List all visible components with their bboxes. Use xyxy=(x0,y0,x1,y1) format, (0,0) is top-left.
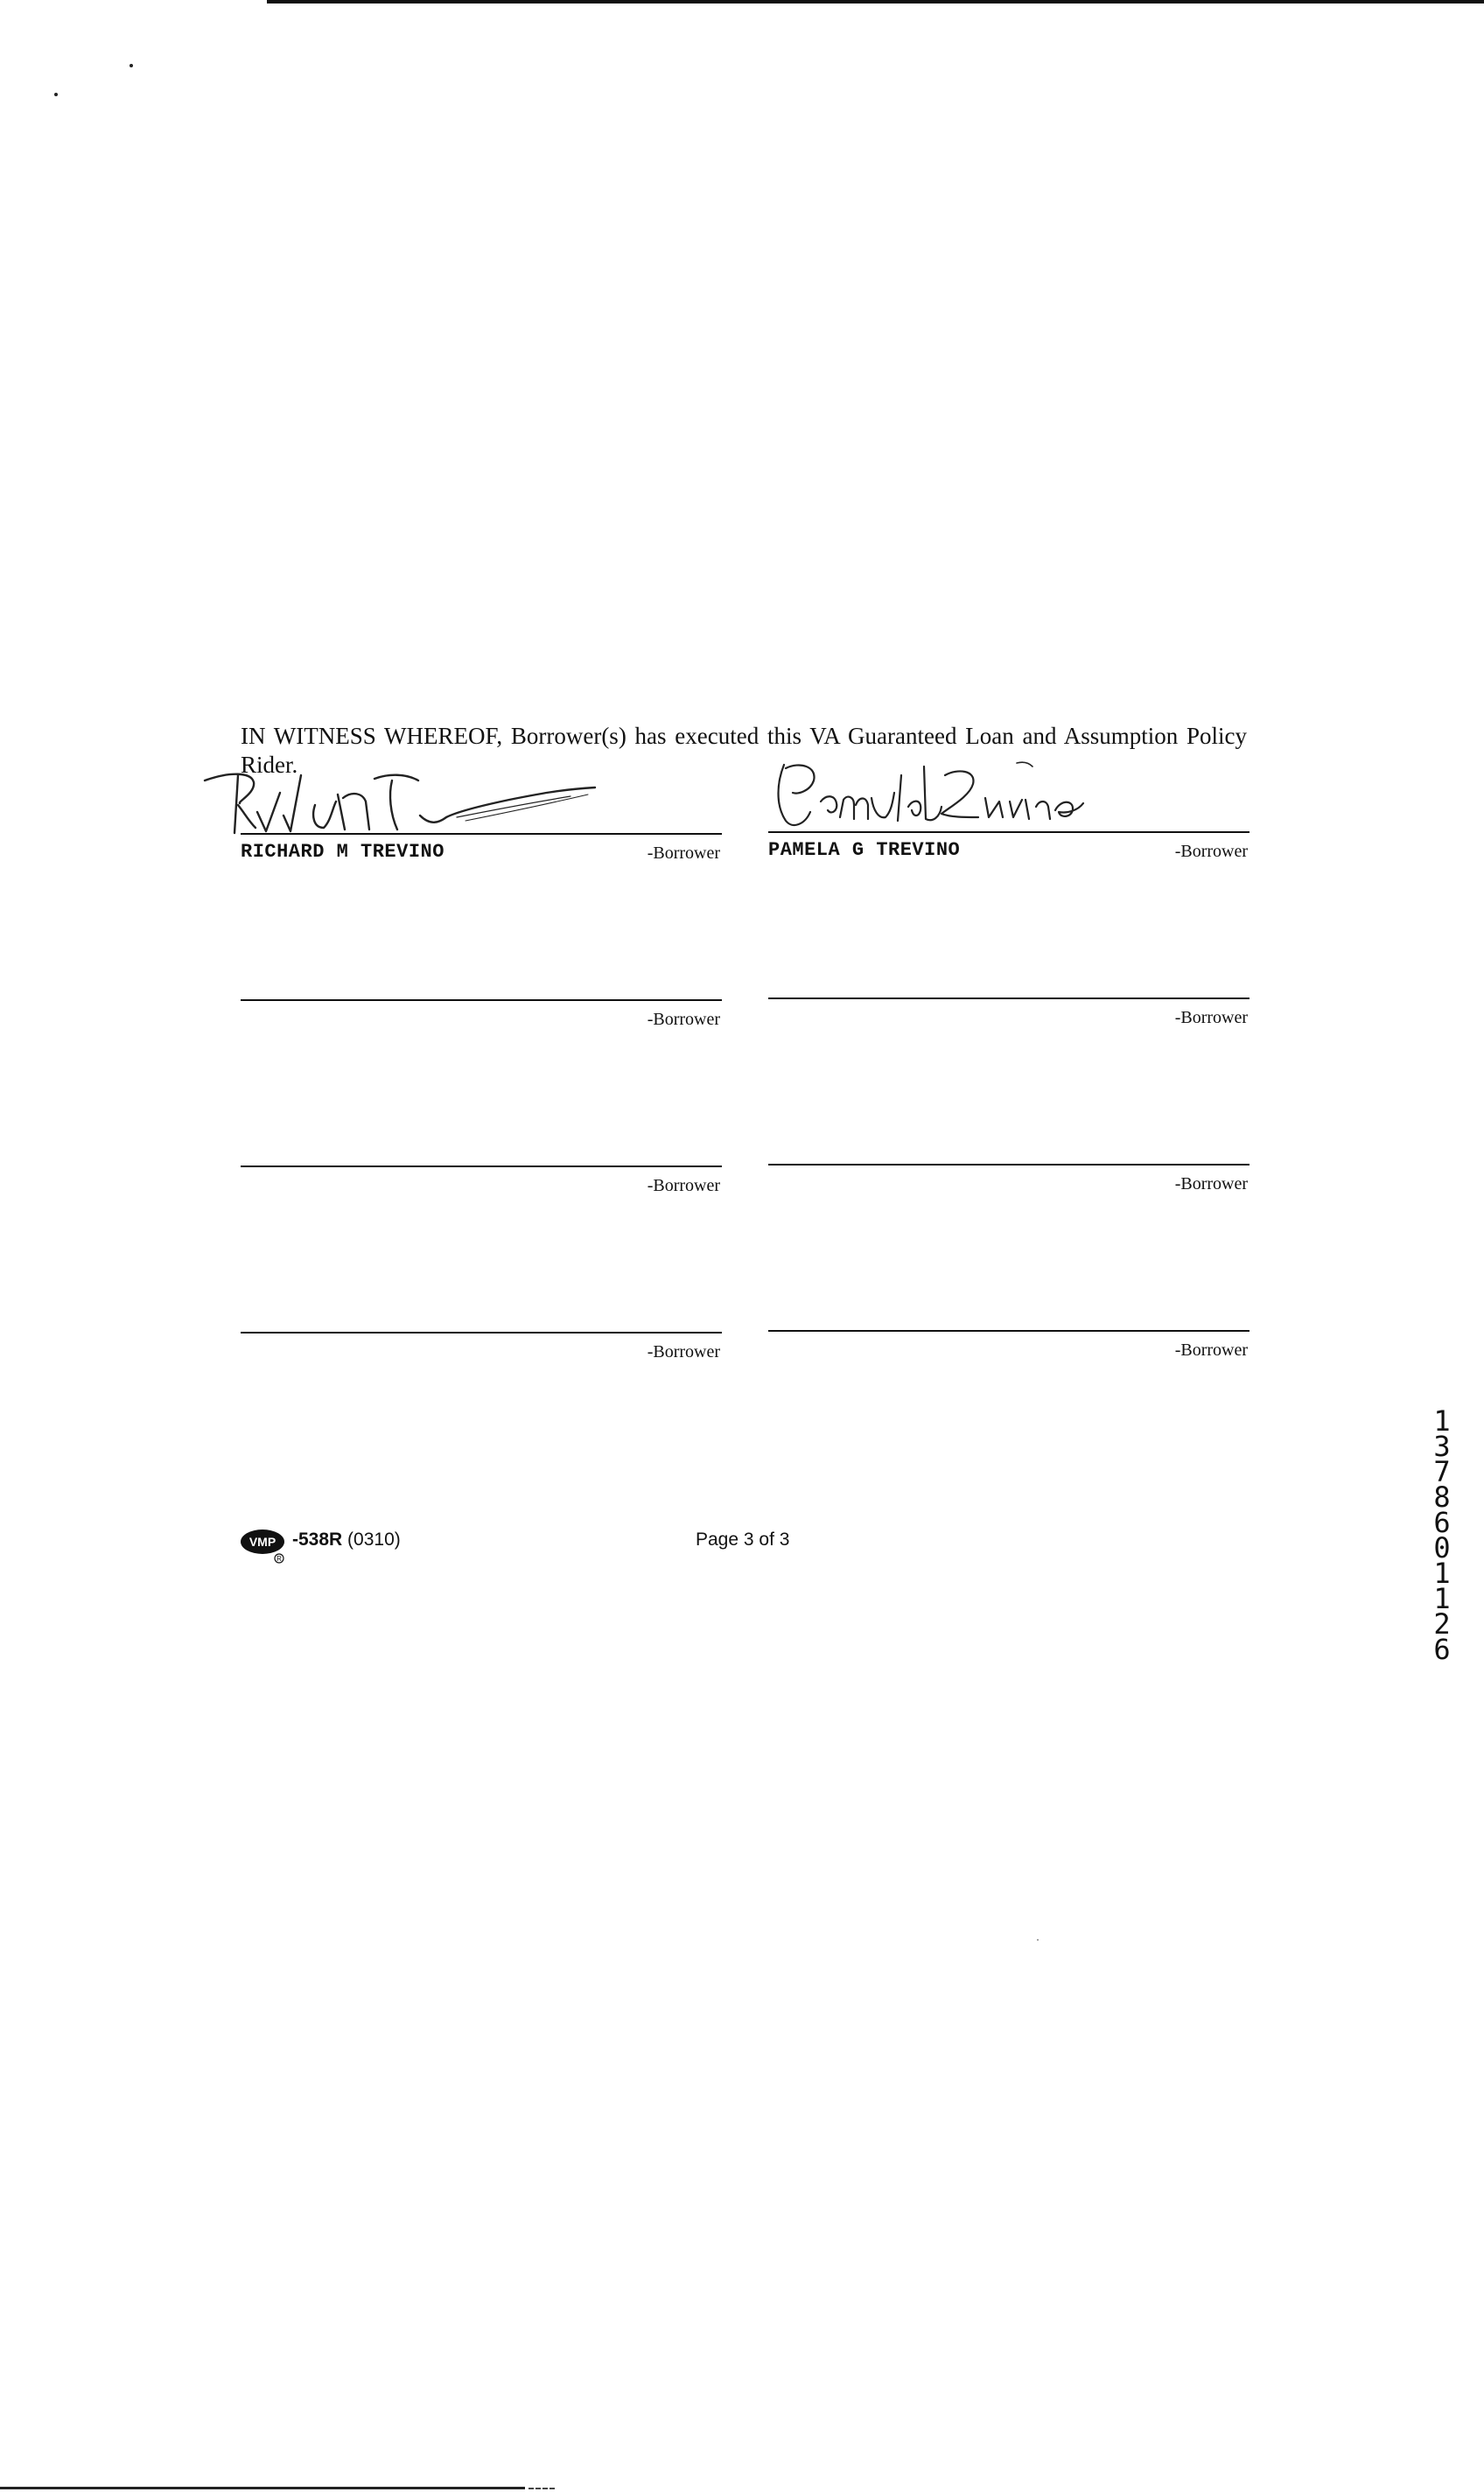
signer-role: -Borrower xyxy=(647,1010,720,1029)
form-code: -538R xyxy=(292,1530,343,1550)
vmp-logo-icon xyxy=(240,1526,292,1564)
recording-book-number: 1 3 7 8 6 xyxy=(1433,1404,1451,1539)
signer-role: -Borrower xyxy=(1174,1008,1248,1027)
signature-block-6 xyxy=(768,1164,1250,1216)
signature-line xyxy=(241,1166,722,1167)
signer-role: -Borrower xyxy=(647,1342,720,1362)
signer-role: -Borrower xyxy=(1174,842,1248,861)
signature-block-3 xyxy=(241,999,722,1052)
signature-block-8 xyxy=(768,1330,1250,1382)
handwritten-signature-richard xyxy=(203,760,614,838)
scan-speck xyxy=(130,64,133,67)
scan-speck xyxy=(1037,1939,1039,1941)
signature-line xyxy=(241,1332,722,1334)
scan-speck xyxy=(54,93,58,96)
handwritten-signature-pamela xyxy=(770,756,1164,844)
witness-statement: IN WITNESS WHEREOF, Borrower(s) has executed this VA Guaranteed Loan and Assumption Policy Rider. xyxy=(241,723,1247,778)
top-border-line xyxy=(267,0,1484,4)
bottom-border-line xyxy=(0,2487,525,2489)
signature-block-4 xyxy=(768,998,1250,1050)
page-number: Page 3 of 3 xyxy=(696,1530,790,1550)
signature-block-7 xyxy=(241,1332,722,1384)
form-number xyxy=(292,1530,401,1550)
signature-line xyxy=(241,999,722,1001)
vmp-logo-text: VMP xyxy=(248,1535,276,1549)
bottom-border-dash xyxy=(528,2488,555,2489)
svg-text:R: R xyxy=(276,1555,282,1563)
signature-line xyxy=(768,1164,1250,1166)
signer-name: RICHARD M TREVINO xyxy=(241,841,444,863)
form-date: (0310) xyxy=(347,1530,401,1550)
signer-role: -Borrower xyxy=(647,844,720,863)
signature-line xyxy=(768,1330,1250,1332)
signer-role: -Borrower xyxy=(1174,1174,1248,1194)
recording-page-number: 0 1 1 2 6 xyxy=(1433,1531,1451,1666)
signer-role: -Borrower xyxy=(1174,1340,1248,1360)
signature-block-5 xyxy=(241,1166,722,1218)
signature-block-1 xyxy=(241,833,722,886)
signature-line xyxy=(768,831,1250,833)
signature-line xyxy=(241,833,722,835)
signer-role: -Borrower xyxy=(647,1176,720,1195)
signature-block-2 xyxy=(768,831,1250,884)
signer-name: PAMELA G TREVINO xyxy=(768,839,961,861)
signature-line xyxy=(768,998,1250,999)
